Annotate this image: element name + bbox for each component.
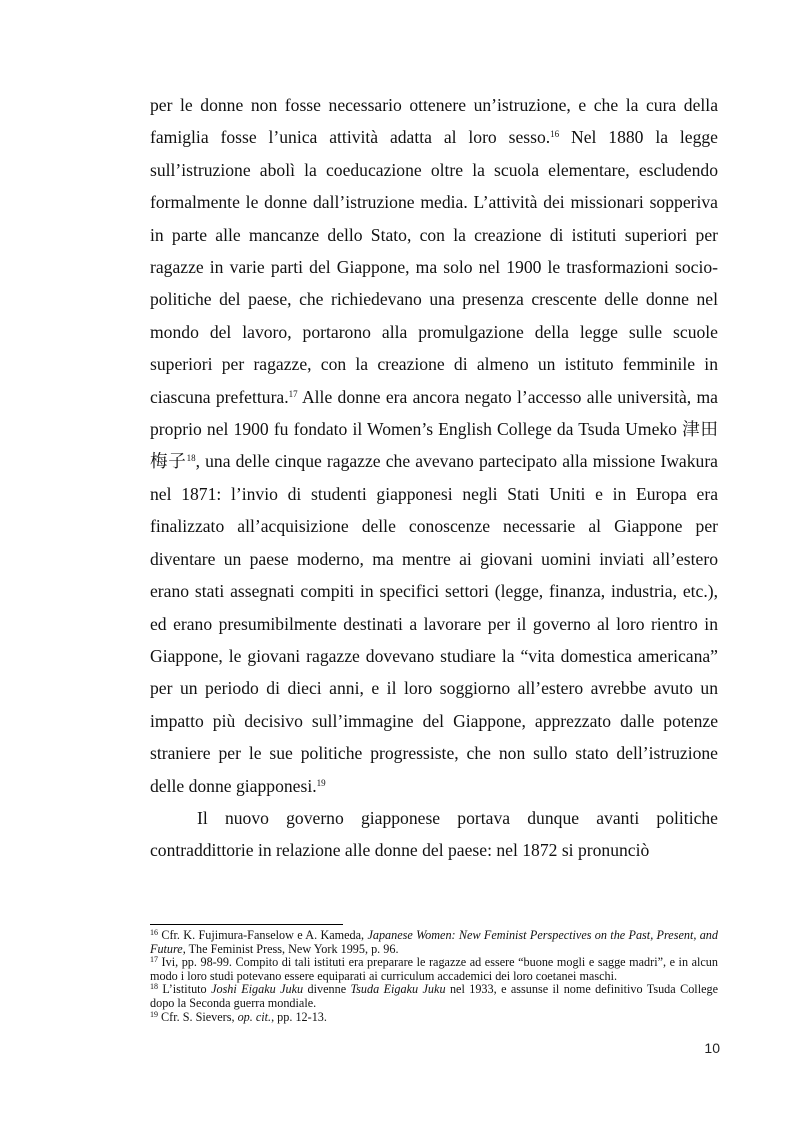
footnote-text: L’istituto: [158, 982, 212, 997]
footnote-book-title: Japanese Women: New Feminist Perspectives on the Past, Present, and Future: [150, 928, 718, 956]
footnote-italic-citation: op. cit.: [237, 1009, 272, 1024]
footnote-number: 16: [150, 928, 158, 937]
footnote-text: , pp. 12-13.: [271, 1009, 327, 1024]
footnote-18: [150, 983, 718, 1010]
paragraph-1-part-a: per le donne non fosse necessario ottenere un’istruzione, e che la cura della famiglia fosse l’unica attività adatta al loro sesso.: [150, 95, 718, 148]
footnote-19: [150, 1011, 718, 1025]
paragraph-2: Il nuovo governo giapponese portava dunque avanti politiche contraddittorie in relazione alle donne del paese: nel 1872 si pronunciò: [150, 807, 718, 861]
footnotes: [150, 929, 718, 1024]
footnote-separator: [150, 924, 343, 925]
footnote-number: 17: [150, 955, 158, 965]
page-number: 10: [704, 1040, 720, 1056]
footnote-16: [150, 929, 718, 956]
footnote-italic-name: Tsuda Eigaku Juku: [350, 982, 446, 997]
footnote-17: [150, 956, 718, 983]
footnote-ref-16[interactable]: 16: [550, 129, 560, 140]
paragraph-1-part-b: Nel 1880 la legge sull’istruzione abolì la coeducazione oltre la scuola elementare, escludendo formalmente le donne dall’istruzione media. L’attività dei missionari sopperiva in parte alle mancanze dello Stato, con la creazione di istituti superiori per ragazze in varie parti del Giappone, ma solo nel 1900 le trasformazioni socio-politiche del paese, che richiedevano una presenza crescente delle donne nel mondo del lavoro, portarono alla promulgazione della legge sulle scuole superiori per ragazze, con la creazione di almeno un istituto femminile in ciascuna prefettura.: [150, 127, 718, 407]
paragraph-1-part-c: Alle donne era ancora negato l’accesso alle università, ma proprio nel 1900 fu fondato il Women’s English College da Tsuda Umeko 津田梅子: [150, 386, 718, 472]
footnote-text: Cfr. S. Sievers,: [158, 1009, 238, 1024]
footnote-ref-17[interactable]: 17: [288, 388, 298, 399]
footnote-text: Cfr. K. Fujimura-Fanselow e A. Kameda,: [158, 928, 368, 942]
main-text: [150, 89, 718, 867]
paragraph-1: [150, 89, 718, 802]
footnote-text: Ivi, pp. 98-99. Compito di tali istituti era preparare le ragazze ad essere “buone mogli e sagge madri”, e in alcun modo i loro studi potevano essere equiparati ai curriculum accademici dei loro coetanei maschi.: [150, 955, 718, 983]
footnote-number: 18: [150, 982, 158, 992]
footnote-ref-18[interactable]: 18: [186, 453, 196, 464]
footnote-text: , The Feminist Press, New York 1995, p. 96.: [182, 941, 399, 956]
footnote-text: divenne: [303, 982, 351, 997]
footnote-ref-19[interactable]: 19: [316, 777, 326, 788]
footnote-text: nel 1933, e assunse il nome definitivo Tsuda College dopo la Seconda guerra mondiale.: [150, 982, 718, 1010]
paragraph-1-part-d: , una delle cinque ragazze che avevano partecipato alla missione Iwakura nel 1871: l’invio di studenti giapponesi negli Stati Uniti e in Europa era finalizzato all’acquisizione delle conoscenze necessarie al Giappone per diventare un paese moderno, ma mentre ai giovani uomini inviati all’estero erano stati assegnati compiti in specifici settori (legge, finanza, industria, etc.), ed erano presumibilmente destinati a lavorare per il governo al loro rientro in Giappone, le giovani ragazze dovevano studiare la “vita domestica americana” per un periodo di dieci anni, e il loro soggiorno all’estero avrebbe avuto un impatto più decisivo sull’immagine del Giappone, apprezzato dalle potenze straniere per le sue politiche progressiste, che non sullo stato dell’istruzione delle donne giapponesi.: [150, 451, 718, 796]
footnote-number: 19: [150, 1009, 158, 1019]
footnote-italic-name: Joshi Eigaku Juku: [211, 982, 304, 997]
